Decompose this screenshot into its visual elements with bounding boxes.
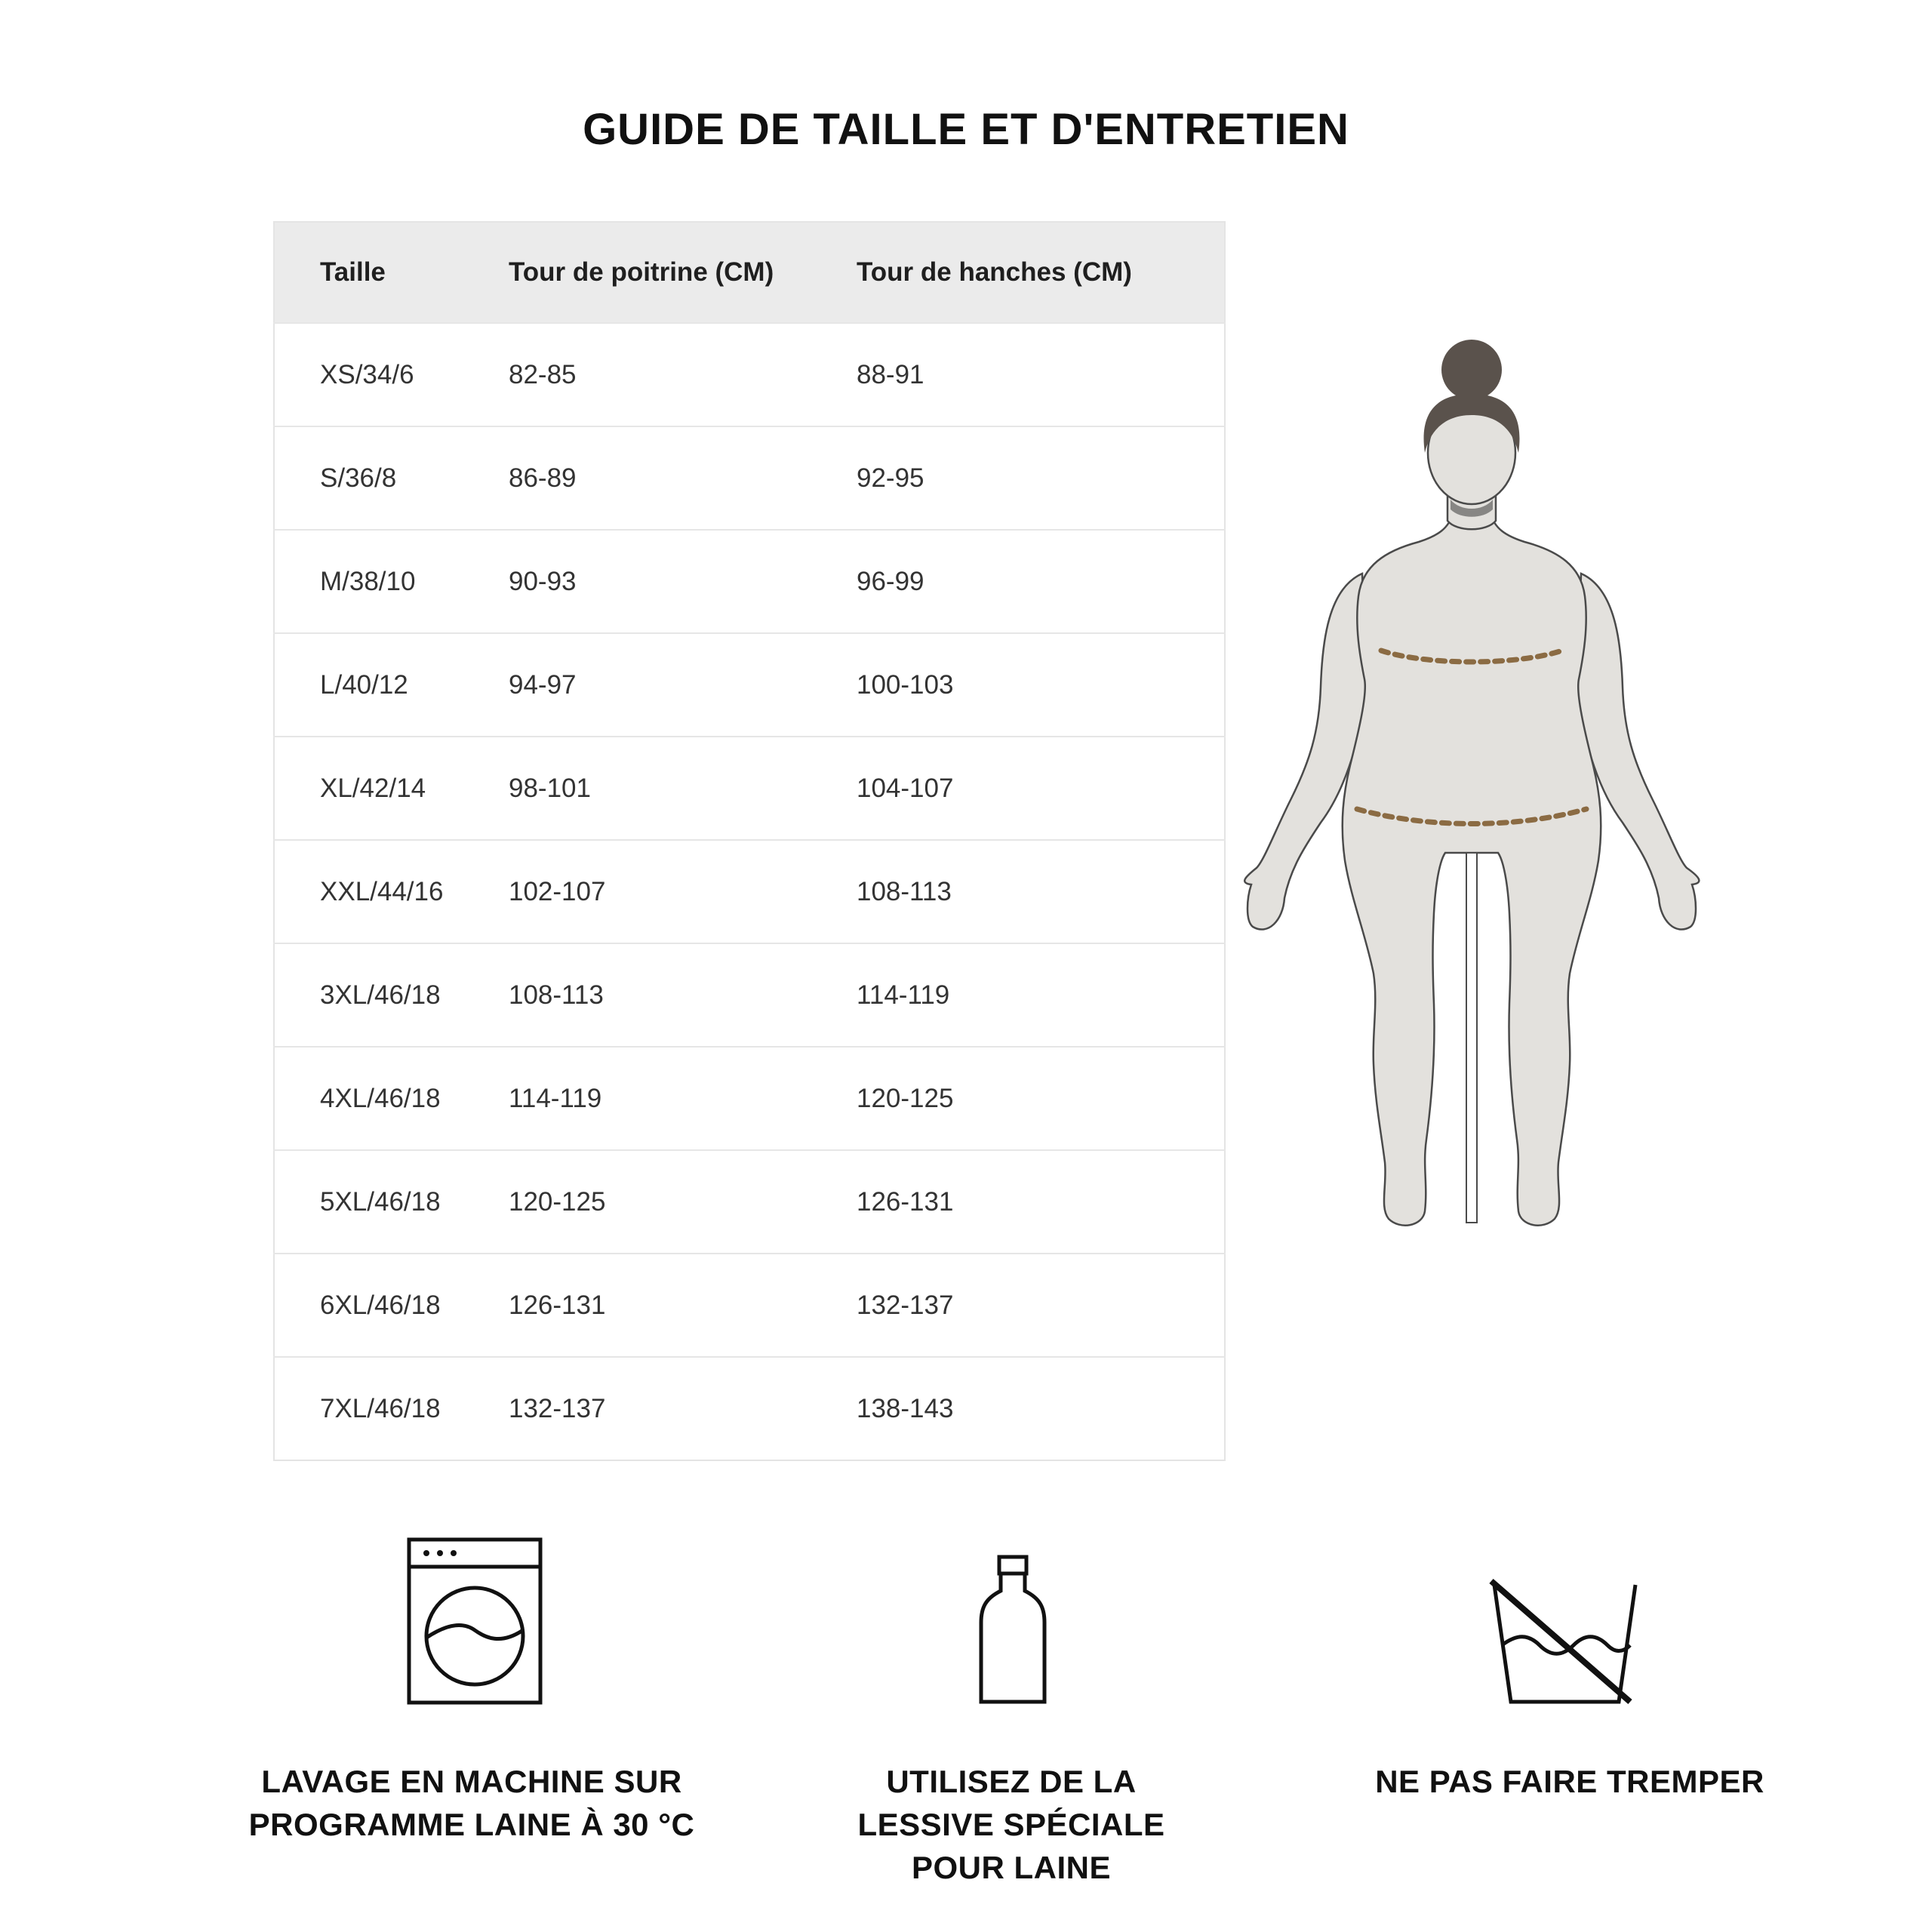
table-row	[274, 530, 1225, 633]
chest-cell: 102-107	[509, 840, 857, 943]
hips-cell: 132-137	[857, 1254, 1225, 1357]
page-title: GUIDE DE TAILLE ET D'ENTRETIEN	[583, 105, 1349, 154]
no-soak-care	[1298, 1532, 1826, 1713]
machine-wash-line2: PROGRAMME LAINE À 30 °C	[248, 1807, 695, 1842]
chest-cell: 108-113	[509, 943, 857, 1047]
chest-cell: 82-85	[509, 323, 857, 426]
chest-cell: 98-101	[509, 737, 857, 840]
size-cell: 6XL/46/18	[274, 1254, 509, 1357]
size-cell: 7XL/46/18	[274, 1357, 509, 1460]
detergent-line1: UTILISEZ DE LA	[886, 1764, 1137, 1799]
chest-cell: 90-93	[509, 530, 857, 633]
hips-cell: 126-131	[857, 1150, 1225, 1254]
table-header-row	[274, 222, 1225, 323]
detergent-label	[724, 1760, 1298, 1889]
size-cell: L/40/12	[274, 633, 509, 737]
table-row	[274, 323, 1225, 426]
hips-cell: 138-143	[857, 1357, 1225, 1460]
table-row	[274, 426, 1225, 530]
size-cell: 4XL/46/18	[274, 1047, 509, 1150]
table-row	[274, 943, 1225, 1047]
hips-cell: 120-125	[857, 1047, 1225, 1150]
no-soak-icon	[1298, 1532, 1826, 1713]
size-cell: 5XL/46/18	[274, 1150, 509, 1254]
hips-cell: 114-119	[857, 943, 1225, 1047]
size-cell: XL/42/14	[274, 737, 509, 840]
table-row	[274, 840, 1225, 943]
size-cell: 3XL/46/18	[274, 943, 509, 1047]
chest-cell: 94-97	[509, 633, 857, 737]
detergent-line2: LESSIVE SPÉCIALE	[857, 1807, 1165, 1842]
hips-cell: 100-103	[857, 633, 1225, 737]
size-cell: M/38/10	[274, 530, 509, 633]
hips-cell: 108-113	[857, 840, 1225, 943]
chest-cell: 132-137	[509, 1357, 857, 1460]
table-row	[274, 1254, 1225, 1357]
table-row	[274, 737, 1225, 840]
table-row	[274, 1150, 1225, 1254]
body-figure	[1238, 340, 1706, 1336]
chest-cell: 86-89	[509, 426, 857, 530]
chest-cell: 114-119	[509, 1047, 857, 1150]
table-row	[274, 1047, 1225, 1150]
no-soak-line1: NE PAS FAIRE TREMPER	[1375, 1764, 1764, 1799]
hips-cell: 104-107	[857, 737, 1225, 840]
table-row	[274, 633, 1225, 737]
header-size: Taille	[320, 257, 386, 287]
detergent-line3: POUR LAINE	[911, 1850, 1111, 1885]
no-soak-label	[1283, 1760, 1857, 1803]
machine-wash-line1: LAVAGE EN MACHINE SUR	[261, 1764, 682, 1799]
chest-cell: 126-131	[509, 1254, 857, 1357]
table-row	[274, 1357, 1225, 1460]
hips-cell: 96-99	[857, 530, 1225, 633]
detergent-bottle-icon	[747, 1532, 1275, 1713]
washing-machine-icon	[208, 1532, 736, 1713]
machine-wash-care	[208, 1532, 736, 1713]
header-hips: Tour de hanches (CM)	[857, 257, 1132, 287]
hips-cell: 88-91	[857, 323, 1225, 426]
chest-cell: 120-125	[509, 1150, 857, 1254]
header-chest: Tour de poitrine (CM)	[509, 257, 774, 287]
hips-cell: 92-95	[857, 426, 1225, 530]
size-cell: XS/34/6	[274, 323, 509, 426]
detergent-care	[747, 1532, 1275, 1713]
size-cell: S/36/8	[274, 426, 509, 530]
machine-wash-label	[185, 1760, 758, 1846]
size-table	[273, 221, 1226, 1461]
size-cell: XXL/44/16	[274, 840, 509, 943]
body-silhouette-icon	[1238, 340, 1706, 1336]
